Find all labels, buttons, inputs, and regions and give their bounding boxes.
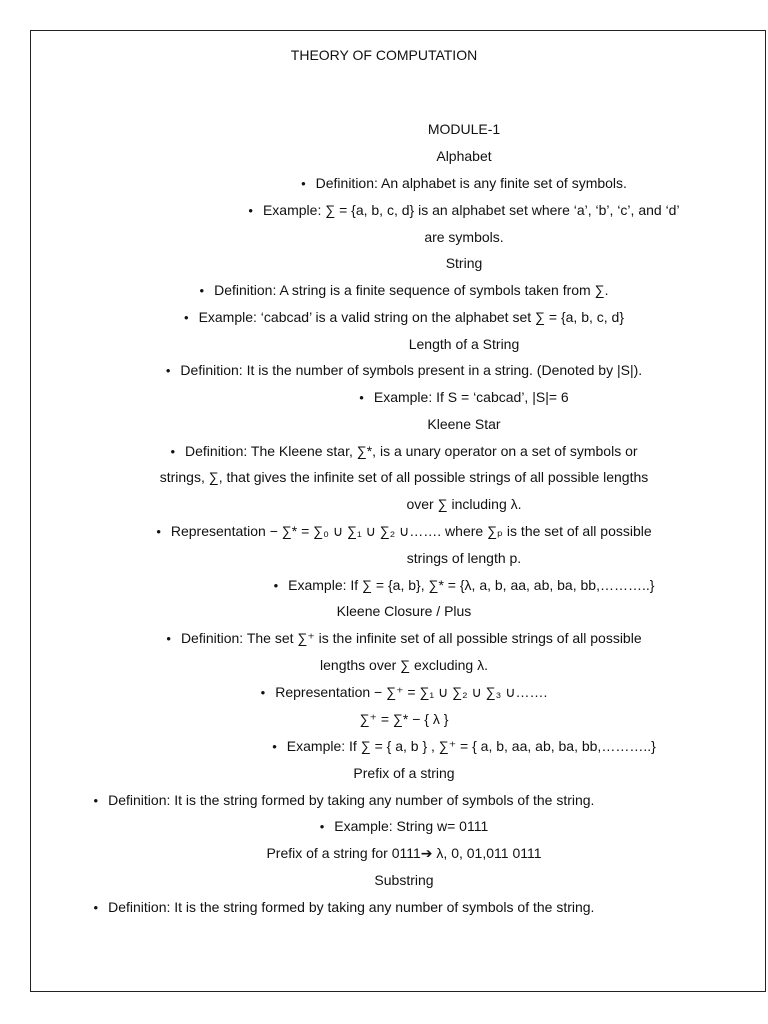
list-item-text: Definition: It is the string formed by taking any number of symbols of the string. bbox=[108, 792, 595, 808]
heading-kleene-closure: Kleene Closure / Plus bbox=[336, 603, 472, 619]
bullet-icon: • bbox=[301, 176, 306, 191]
list-item-continuation: are symbols. bbox=[424, 229, 504, 245]
list-item-continuation: strings of length p. bbox=[406, 550, 522, 566]
bullet-icon: • bbox=[359, 390, 364, 405]
bullet-icon: • bbox=[273, 578, 279, 593]
list-item bbox=[50, 522, 758, 541]
heading-string: String bbox=[445, 255, 483, 271]
list-item bbox=[50, 683, 758, 702]
list-item-text: Representation − ∑* = ∑₀ ∪ ∑₁ ∪ ∑₂ ∪……. where ∑ₚ is the set of all possible bbox=[170, 523, 652, 539]
bullet-icon: • bbox=[166, 631, 171, 646]
list-item bbox=[110, 201, 768, 220]
list-item-text: Example: ∑ = {a, b, c, d} is an alphabet set where ‘a’, ‘b’, ‘c’, and ‘d’ bbox=[262, 202, 680, 218]
list-item bbox=[110, 576, 768, 595]
heading-prefix: Prefix of a string bbox=[353, 765, 455, 781]
list-item-text: Example: If S = ‘cabcad’, |S|= 6 bbox=[373, 389, 569, 405]
list-item-continuation: strings, ∑, that gives the infinite set of all possible strings of all possible lengths bbox=[159, 469, 649, 485]
document-title: THEORY OF COMPUTATION bbox=[290, 47, 478, 63]
list-item-text: Definition: A string is a finite sequence of symbols taken from ∑. bbox=[214, 282, 609, 298]
bullet-icon: • bbox=[184, 310, 189, 325]
list-item bbox=[50, 308, 758, 327]
list-item bbox=[50, 817, 758, 836]
list-item bbox=[110, 388, 768, 407]
list-item-text: Definition: The Kleene star, ∑*, is a unary operator on a set of symbols or bbox=[185, 443, 638, 459]
list-item-continuation: lengths over ∑ excluding λ. bbox=[320, 657, 488, 673]
list-item bbox=[50, 281, 758, 300]
list-item bbox=[110, 737, 768, 756]
bullet-icon: • bbox=[199, 283, 205, 298]
prefix-result-line: Prefix of a string for 0111➔ λ, 0, 01,011 0111 bbox=[266, 845, 542, 861]
list-item-text: Definition: It is the number of symbols present in a string. (Denoted by |S|). bbox=[180, 362, 643, 378]
bullet-icon: • bbox=[93, 793, 99, 808]
list-item bbox=[50, 442, 758, 461]
list-item bbox=[0, 898, 698, 917]
list-item bbox=[0, 791, 698, 810]
heading-substring: Substring bbox=[374, 872, 434, 888]
bullet-icon: • bbox=[260, 685, 266, 700]
list-item-text: Definition: An alphabet is any finite set of symbols. bbox=[315, 175, 627, 191]
list-item-text: Definition: The set ∑⁺ is the infinite set of all possible strings of all possible bbox=[180, 630, 642, 646]
list-item-text: Definition: It is the string formed by taking any number of symbols of the string. bbox=[108, 899, 595, 915]
bullet-icon: • bbox=[156, 524, 161, 539]
list-item-text: Example: ‘cabcad’ is a valid string on the alphabet set ∑ = {a, b, c, d} bbox=[198, 309, 624, 325]
bullet-icon: • bbox=[165, 363, 171, 378]
heading-kleene-star: Kleene Star bbox=[427, 416, 501, 432]
list-item bbox=[50, 361, 758, 380]
formula-line: ∑⁺ = ∑* − { λ } bbox=[359, 711, 449, 727]
list-item-text: Representation − ∑⁺ = ∑₁ ∪ ∑₂ ∪ ∑₃ ∪……. bbox=[275, 684, 548, 700]
list-item-text: Example: If ∑ = { a, b } , ∑⁺ = { a, b, aa, ab, ba, bb,………..} bbox=[286, 738, 656, 754]
heading-length-of-string: Length of a String bbox=[408, 336, 520, 352]
bullet-icon: • bbox=[319, 819, 325, 834]
bullet-icon: • bbox=[93, 900, 99, 915]
list-item-text: Example: If ∑ = {a, b}, ∑* = {λ, a, b, aa, ab, ba, bb,………..} bbox=[288, 577, 655, 593]
list-item-continuation: over ∑ including λ. bbox=[406, 496, 522, 512]
module-heading: MODULE-1 bbox=[427, 121, 501, 137]
bullet-icon: • bbox=[272, 739, 277, 754]
heading-alphabet: Alphabet bbox=[436, 148, 492, 164]
bullet-icon: • bbox=[248, 203, 253, 218]
list-item bbox=[50, 629, 758, 648]
bullet-icon: • bbox=[170, 444, 176, 459]
list-item-text: Example: String w= 0111 bbox=[334, 818, 489, 834]
list-item bbox=[110, 174, 768, 193]
